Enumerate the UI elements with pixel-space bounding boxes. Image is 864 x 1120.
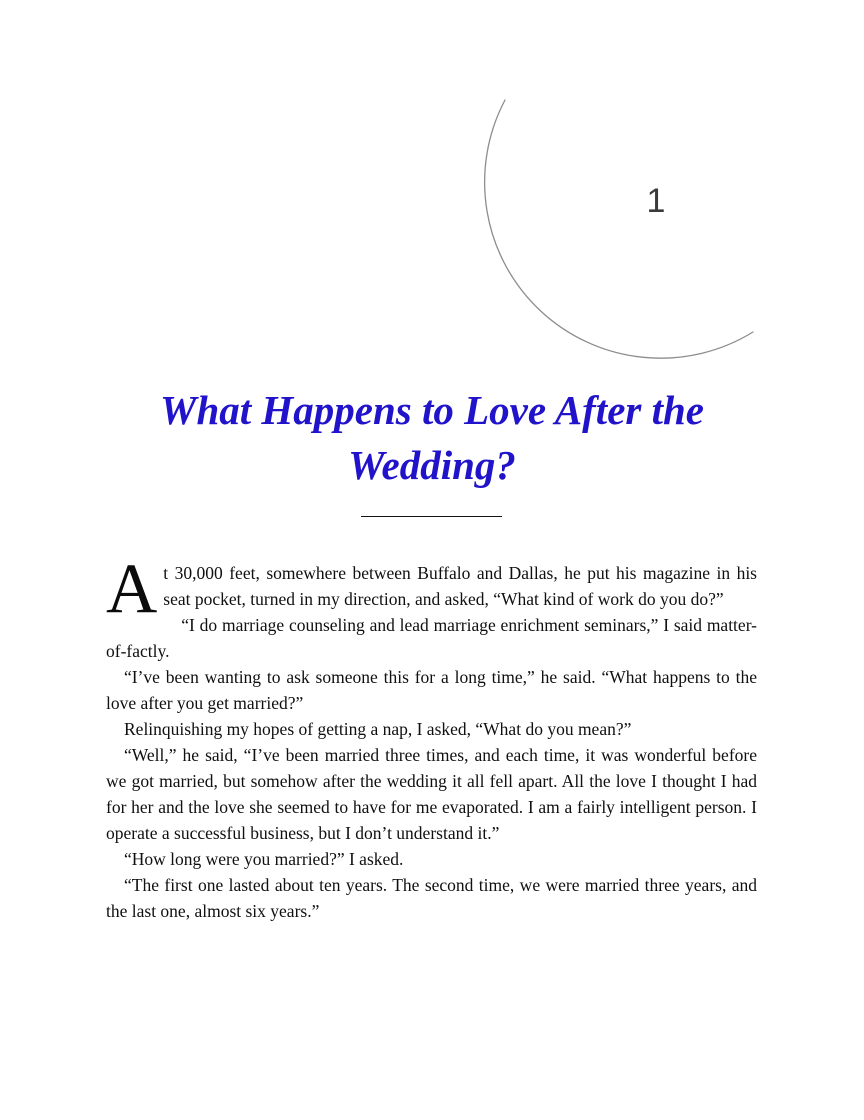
paragraph: “Well,” he said, “I’ve been married three times, and each time, it was wonderful before we got married, but somehow after the wedding it all fell apart. All the love I thought I had for her and the love she seemed to have for me evaporated. I am a fairly intelligent person. I operate a successful business, but I don’t understand it.” <box>106 745 757 843</box>
paragraph: “I do marriage counseling and lead marriage enrichment seminars,” I said matter-of-factly. <box>106 615 757 661</box>
paragraph: “I’ve been wanting to ask someone this for a long time,” he said. “What happens to the love after you get married?” <box>106 667 757 713</box>
paragraph <box>106 550 757 628</box>
paragraph: Relinquishing my hopes of getting a nap, I asked, “What do you mean?” <box>124 719 632 739</box>
paragraph-text: t 30,000 feet, somewhere between Buffalo and Dallas, he put his magazine in his seat pocket, turned in my direction, and asked, “What kind of work do you do?” <box>163 563 757 609</box>
chapter-body <box>106 550 757 924</box>
chapter-title: What Happens to Love After the Wedding? <box>160 387 704 488</box>
chapter-number: 1 <box>646 182 666 220</box>
paragraph: “How long were you married?” I asked. <box>124 849 404 869</box>
title-divider <box>361 516 502 517</box>
drop-cap: A <box>106 550 158 628</box>
paragraph: “The first one lasted about ten years. The second time, we were married three years, and the last one, almost six years.” <box>106 875 757 921</box>
chapter-circle-decoration <box>0 0 864 420</box>
